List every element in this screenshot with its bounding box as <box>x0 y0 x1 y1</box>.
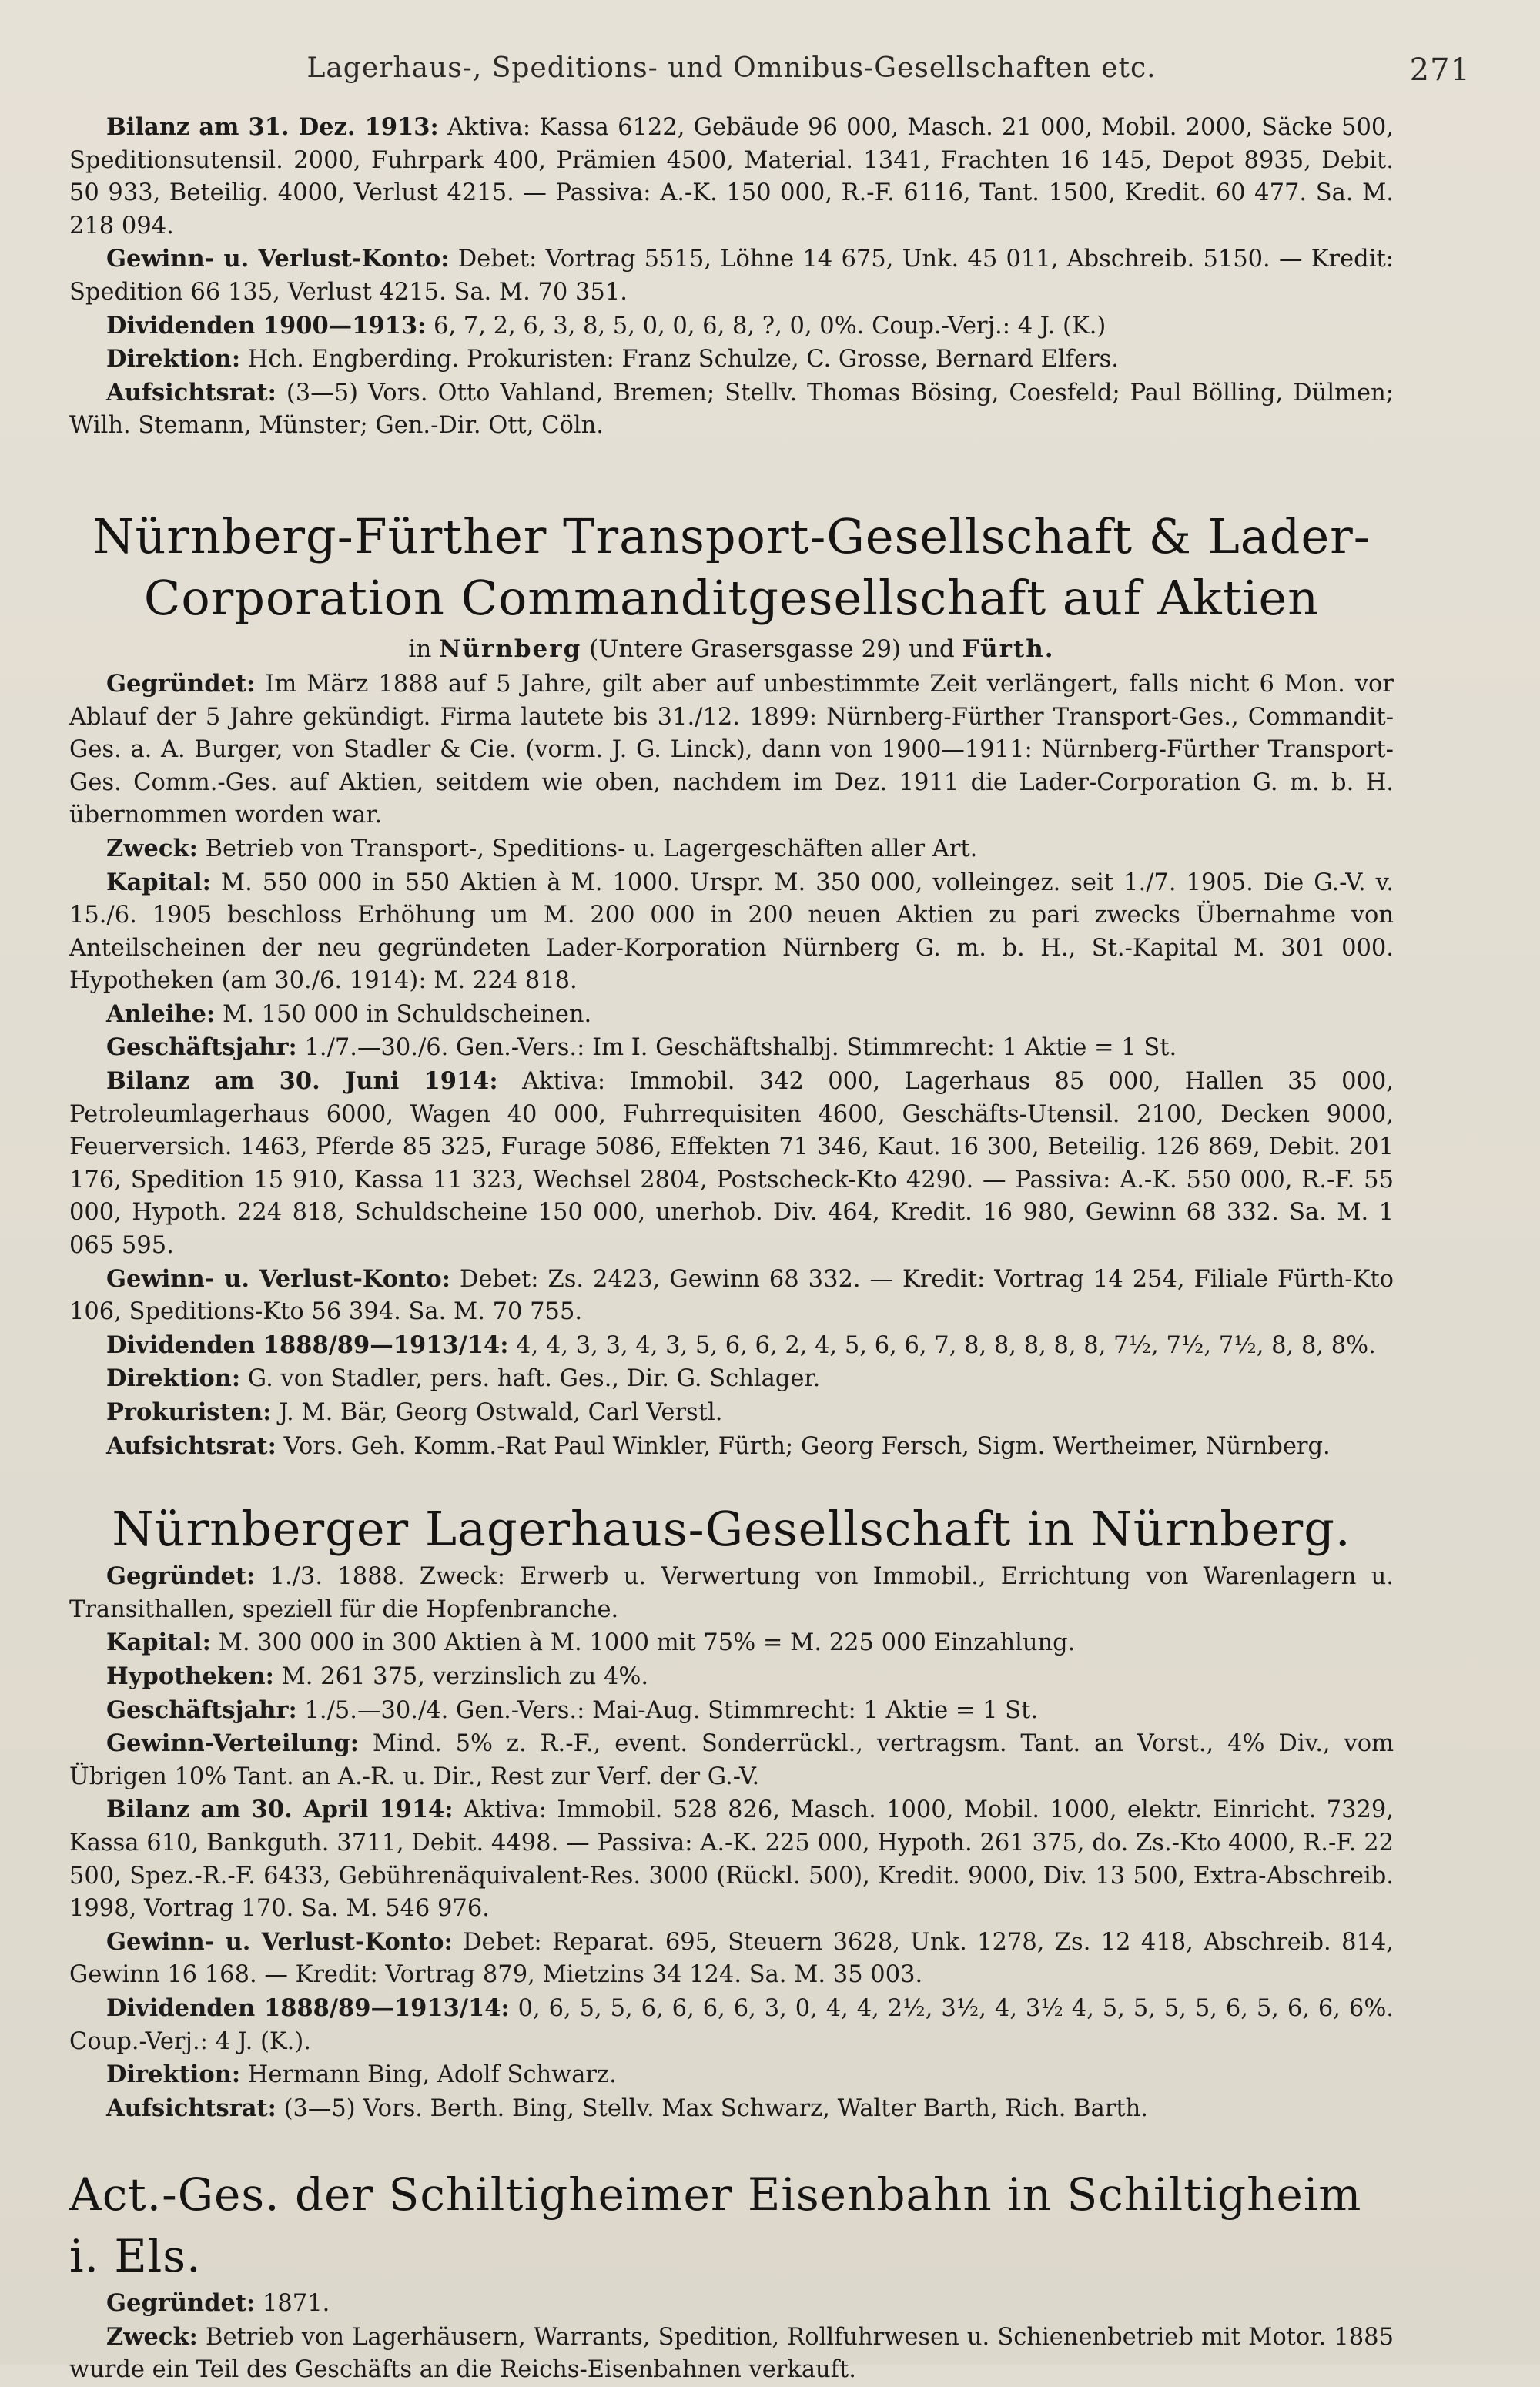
paragraph-label: Geschäftsjahr: <box>106 1696 297 1724</box>
paragraph-text: 1871. <box>255 2290 330 2318</box>
paragraph-text: 1./5.—30./4. Gen.-Vers.: Mai-Aug. Stimmrecht: 1 Aktie = 1 St. <box>296 1696 1039 1724</box>
section-nuernberger-lagerhaus <box>69 1498 1394 2125</box>
paragraph <box>69 2287 1394 2321</box>
company-title <box>69 506 1394 629</box>
paragraph <box>69 866 1394 998</box>
running-title: Lagerhaus-, Speditions- und Omnibus-Gesellschaften etc. <box>306 52 1157 84</box>
paragraph <box>69 998 1394 1032</box>
paragraph-text: Vors. Geh. Komm.-Rat Paul Winkler, Fürth; Georg Fersch, Sigm. Wertheimer, Nürnberg. <box>276 1432 1331 1460</box>
paragraph <box>69 310 1394 343</box>
paragraph <box>69 1727 1394 1793</box>
paragraph <box>69 1430 1394 1464</box>
paragraph-text: Aktiva: Immobil. 528 826, Masch. 1000, Mobil. 1000, elektr. Einricht. 7329, Kassa 610, Bankguth. 3711, Debit. 4498. — Passiva: A.-K. 225 000, Hypoth. 261 375, do. Zs.-Kto 4000, R.-F. 22 500, Spez.-R.-F. 6433, Gebührenäquivalent-Res. 3000 (Rückl. 500), Kredit. 9000, Div. 13 500, Extra-Abschreib. 1998, Vortrag 170. Sa. M. 546 976. <box>69 1796 1394 1923</box>
paragraph <box>69 1362 1394 1396</box>
paragraph-label: Dividenden 1888/89—1913/14: <box>106 1994 510 2022</box>
paragraph-text: Aktiva: Kassa 6122, Gebäude 96 000, Masch. 21 000, Mobil. 2000, Säcke 500, Speditionsutensil. 2000, Fuhrpark 400, Prämien 4500, Material. 1341, Frachten 16 145, Depot 8935, Debit. 50 933, Beteilig. 4000, Verlust 4215. — Passiva: A.-K. 150 000, R.-F. 6116, Tant. 1500, Kredit. 60 477. Sa. M. 218 094. <box>69 114 1394 239</box>
paragraph-label: Direktion: <box>106 2061 241 2089</box>
paragraph <box>69 1396 1394 1430</box>
company-title-line-1: Nürnberg-Fürther Transport-Gesellschaft & Lader- <box>92 507 1371 564</box>
paragraph-label: Gewinn- u. Verlust-Konto: <box>106 1927 453 1956</box>
paragraph-text: J. M. Bär, Georg Ostwald, Carl Verstl. <box>271 1399 723 1426</box>
paragraph-label: Direktion: <box>106 345 241 373</box>
paragraph-text: Im März 1888 auf 5 Jahre, gilt aber auf unbestimmte Zeit verlängert, falls nicht 6 Mon. vor Ablauf der 5 Jahre gekündigt. Firma lautete bis 31./12. 1899: Nürnberg-Fürther Transport-Ges., Commandit-Ges. a. A. Burger, von Stadler & Cie. (vorm. J. G. Linck), dann von 1900—1911: Nürnberg-Fürther Transport-Ges. Comm.-Ges. auf Aktien, seitdem wie oben, nachdem im Dez. 1911 die Lader-Corporation G. m. b. H. übernommen worden war. <box>69 670 1394 829</box>
paragraph-text: Betrieb von Lagerhäusern, Warrants, Spedition, Rollfuhrwesen u. Schienenbetrieb mit Motor. 1885 wurde ein Teil des Geschäfts an die Reichs-Eisenbahnen verkauft. <box>69 2323 1394 2384</box>
paragraph-label: Anleihe: <box>106 999 216 1028</box>
paragraph-text: 4, 4, 3, 3, 4, 3, 5, 6, 6, 2, 4, 5, 6, 6, 7, 8, 8, 8, 8, 8, 7½, 7½, 7½, 8, 8, 8%. <box>508 1331 1376 1359</box>
paragraph-text: G. von Stadler, pers. haft. Ges., Dir. G. Schlager. <box>240 1365 821 1393</box>
paragraph <box>69 1263 1394 1329</box>
paragraph <box>69 1329 1394 1363</box>
paragraph-label: Aufsichtsrat: <box>106 2094 276 2122</box>
company-title: Nürnberger Lagerhaus-Gesellschaft in Nürnberg. <box>112 1501 1351 1558</box>
paragraph <box>69 243 1394 309</box>
paragraph-label: Prokuristen: <box>106 1398 272 1426</box>
paragraph-label: Bilanz am 31. Dez. 1913: <box>106 113 439 141</box>
paragraph-text: M. 150 000 in Schuldscheinen. <box>215 1000 592 1028</box>
section-nuernberg-fuerther-transport <box>69 506 1394 1463</box>
paragraph-text: Debet: Reparat. 695, Steuern 3628, Unk. 1278, Zs. 12 418, Abschreib. 814, Gewinn 16 168. — Kredit: Vortrag 879, Mietzins 34 124. Sa. M. 35 003. <box>69 1928 1394 1989</box>
company-title: Act.-Ges. der Schiltigheimer Eisenbahn in Schiltigheim i. Els. <box>69 2168 1362 2283</box>
paragraph-text: 1./7.—30./6. Gen.-Vers.: Im I. Geschäftshalbj. Stimmrecht: 1 Aktie = 1 St. <box>296 1034 1177 1062</box>
paragraph <box>69 377 1394 443</box>
paragraph <box>69 111 1394 243</box>
paragraph-label: Gegründet: <box>106 1562 256 1591</box>
paragraph-text: M. 261 375, verzinslich zu 4%. <box>273 1662 649 1690</box>
address-city-2: Fürth. <box>962 634 1055 663</box>
paragraph <box>69 2321 1394 2387</box>
paragraph <box>69 2058 1394 2092</box>
paragraph <box>69 1992 1394 2058</box>
paragraph-label: Kapital: <box>106 868 211 896</box>
paragraph-text: Debet: Zs. 2423, Gewinn 68 332. — Kredit: Vortrag 14 254, Filiale Fürth-Kto 106, Speditions-Kto 56 394. Sa. M. 70 755. <box>69 1265 1394 1326</box>
paragraph-label: Gegründet: <box>106 669 256 698</box>
paragraph-text: (3—5) Vors. Otto Vahland, Bremen; Stellv. Thomas Bösing, Coesfeld; Paul Bölling, Dülmen; Wilh. Stemann, Münster; Gen.-Dir. Ott, Cöln. <box>69 379 1394 440</box>
paragraph-label: Gegründet: <box>106 2289 256 2318</box>
paragraph <box>69 1793 1394 1925</box>
paragraph-label: Direktion: <box>106 1364 241 1393</box>
section-continued-entry <box>69 111 1394 443</box>
paragraph <box>69 832 1394 866</box>
paragraph-text: Betrieb von Transport-, Speditions- u. Lagergeschäften aller Art. <box>197 835 978 862</box>
paragraph <box>69 343 1394 377</box>
paragraph-label: Bilanz am 30. Juni 1914: <box>106 1067 498 1096</box>
paragraph-label: Aufsichtsrat: <box>106 1431 276 1460</box>
paragraph-label: Bilanz am 30. April 1914: <box>106 1796 454 1824</box>
paragraph <box>69 1065 1394 1263</box>
paragraph-text: 0, 6, 5, 5, 6, 6, 6, 6, 3, 0, 4, 4, 2½, 3½, 4, 3½ 4, 5, 5, 5, 5, 6, 5, 6, 6, 6%. Coup.-Verj.: 4 J. (K.). <box>69 1994 1394 2055</box>
address-street: (Untere Grasersgasse 29) und <box>581 634 962 663</box>
paragraph-label: Gewinn-Verteilung: <box>106 1729 360 1758</box>
paragraph-label: Kapital: <box>106 1629 211 1657</box>
paragraph-label: Zweck: <box>106 834 198 862</box>
paragraph-text: 6, 7, 2, 6, 3, 8, 5, 0, 0, 6, 8, ?, 0, 0%. Coup.-Verj.: 4 J. (K.) <box>426 312 1106 340</box>
paragraph-text: M. 300 000 in 300 Aktien à M. 1000 mit 75% = M. 225 000 Einzahlung. <box>210 1629 1076 1657</box>
paragraph-label: Hypotheken: <box>106 1662 274 1690</box>
paragraph-label: Aufsichtsrat: <box>106 378 276 407</box>
address-city-1: Nürnberg <box>439 634 582 663</box>
paragraph-text: (3—5) Vors. Berth. Bing, Stellv. Max Schwarz, Walter Barth, Rich. Barth. <box>276 2094 1148 2122</box>
paragraph-label: Zweck: <box>106 2322 198 2351</box>
paragraph-text: Mind. 5% z. R.-F., event. Sonderrückl., vertragsm. Tant. an Vorst., 4% Div., vom Übrigen 10% Tant. an A.-R. u. Dir., Rest zur Verf. der G.-V. <box>69 1730 1394 1790</box>
paragraph <box>69 1660 1394 1694</box>
section-schiltigheimer-eisenbahn <box>69 2164 1394 2387</box>
address-prefix: in <box>408 634 440 663</box>
paragraph <box>69 1031 1394 1065</box>
company-title-line-2: Corporation Commanditgesellschaft auf Aktien <box>143 569 1320 626</box>
page-number: 271 <box>1409 52 1471 88</box>
paragraph <box>69 1926 1394 1992</box>
paragraph-label: Geschäftsjahr: <box>106 1033 297 1062</box>
paragraph-text: Debet: Vortrag 5515, Löhne 14 675, Unk. 45 011, Abschreib. 5150. — Kredit: Spedition 66 135, Verlust 4215. Sa. M. 70 351. <box>69 246 1394 306</box>
paragraph-text: Hch. Engberding. Prokuristen: Franz Schulze, C. Grosse, Bernard Elfers. <box>240 346 1119 373</box>
paragraph-label: Gewinn- u. Verlust-Konto: <box>106 1264 450 1293</box>
paragraph-text: Hermann Bing, Adolf Schwarz. <box>240 2061 617 2089</box>
company-address <box>69 632 1394 666</box>
paragraph-text: 1./3. 1888. Zweck: Erwerb u. Verwertung von Immobil., Errichtung von Warenlagern u. Transithallen, speziell für die Hopfenbranche. <box>69 1563 1394 1623</box>
paragraph <box>69 1626 1394 1660</box>
paragraph-text: Aktiva: Immobil. 342 000, Lagerhaus 85 000, Hallen 35 000, Petroleumlagerhaus 6000, Wagen 40 000, Fuhrrequisiten 4600, Geschäfts-Utensil. 2100, Decken 9000, Feuerversich. 1463, Pferde 85 325, Furage 5086, Effekten 71 346, Kaut. 16 300, Beteilig. 126 869, Debit. 201 176, Spedition 15 910, Kassa 11 323, Wechsel 2804, Postscheck-Kto 4290. — Passiva: A.-K. 550 000, R.-F. 55 000, Hypoth. 224 818, Schuldscheine 150 000, unerhob. Div. 464, Kredit. 16 980, Gewinn 68 332. Sa. M. 1 065 595. <box>69 1068 1394 1260</box>
paragraph-text: M. 550 000 in 550 Aktien à M. 1000. Urspr. M. 350 000, volleingez. seit 1./7. 1905. Die G.-V. v. 15./6. 1905 beschloss Erhöhung um M. 200 000 in 200 neuen Aktien zu pari zwecks Übernahme von Anteilscheinen der neu gegründeten Lader-Korporation Nürnberg G. m. b. H., St.-Kapital M. 301 000. Hypotheken (am 30./6. 1914): M. 224 818. <box>69 869 1394 995</box>
paragraph-label: Gewinn- u. Verlust-Konto: <box>106 245 450 273</box>
paragraph <box>69 2092 1394 2126</box>
paragraph-label: Dividenden 1888/89—1913/14: <box>106 1331 509 1359</box>
paragraph <box>69 668 1394 832</box>
running-head <box>69 52 1471 106</box>
paragraph <box>69 1694 1394 1728</box>
paragraph-label: Dividenden 1900—1913: <box>106 311 427 340</box>
paragraph <box>69 1560 1394 1626</box>
